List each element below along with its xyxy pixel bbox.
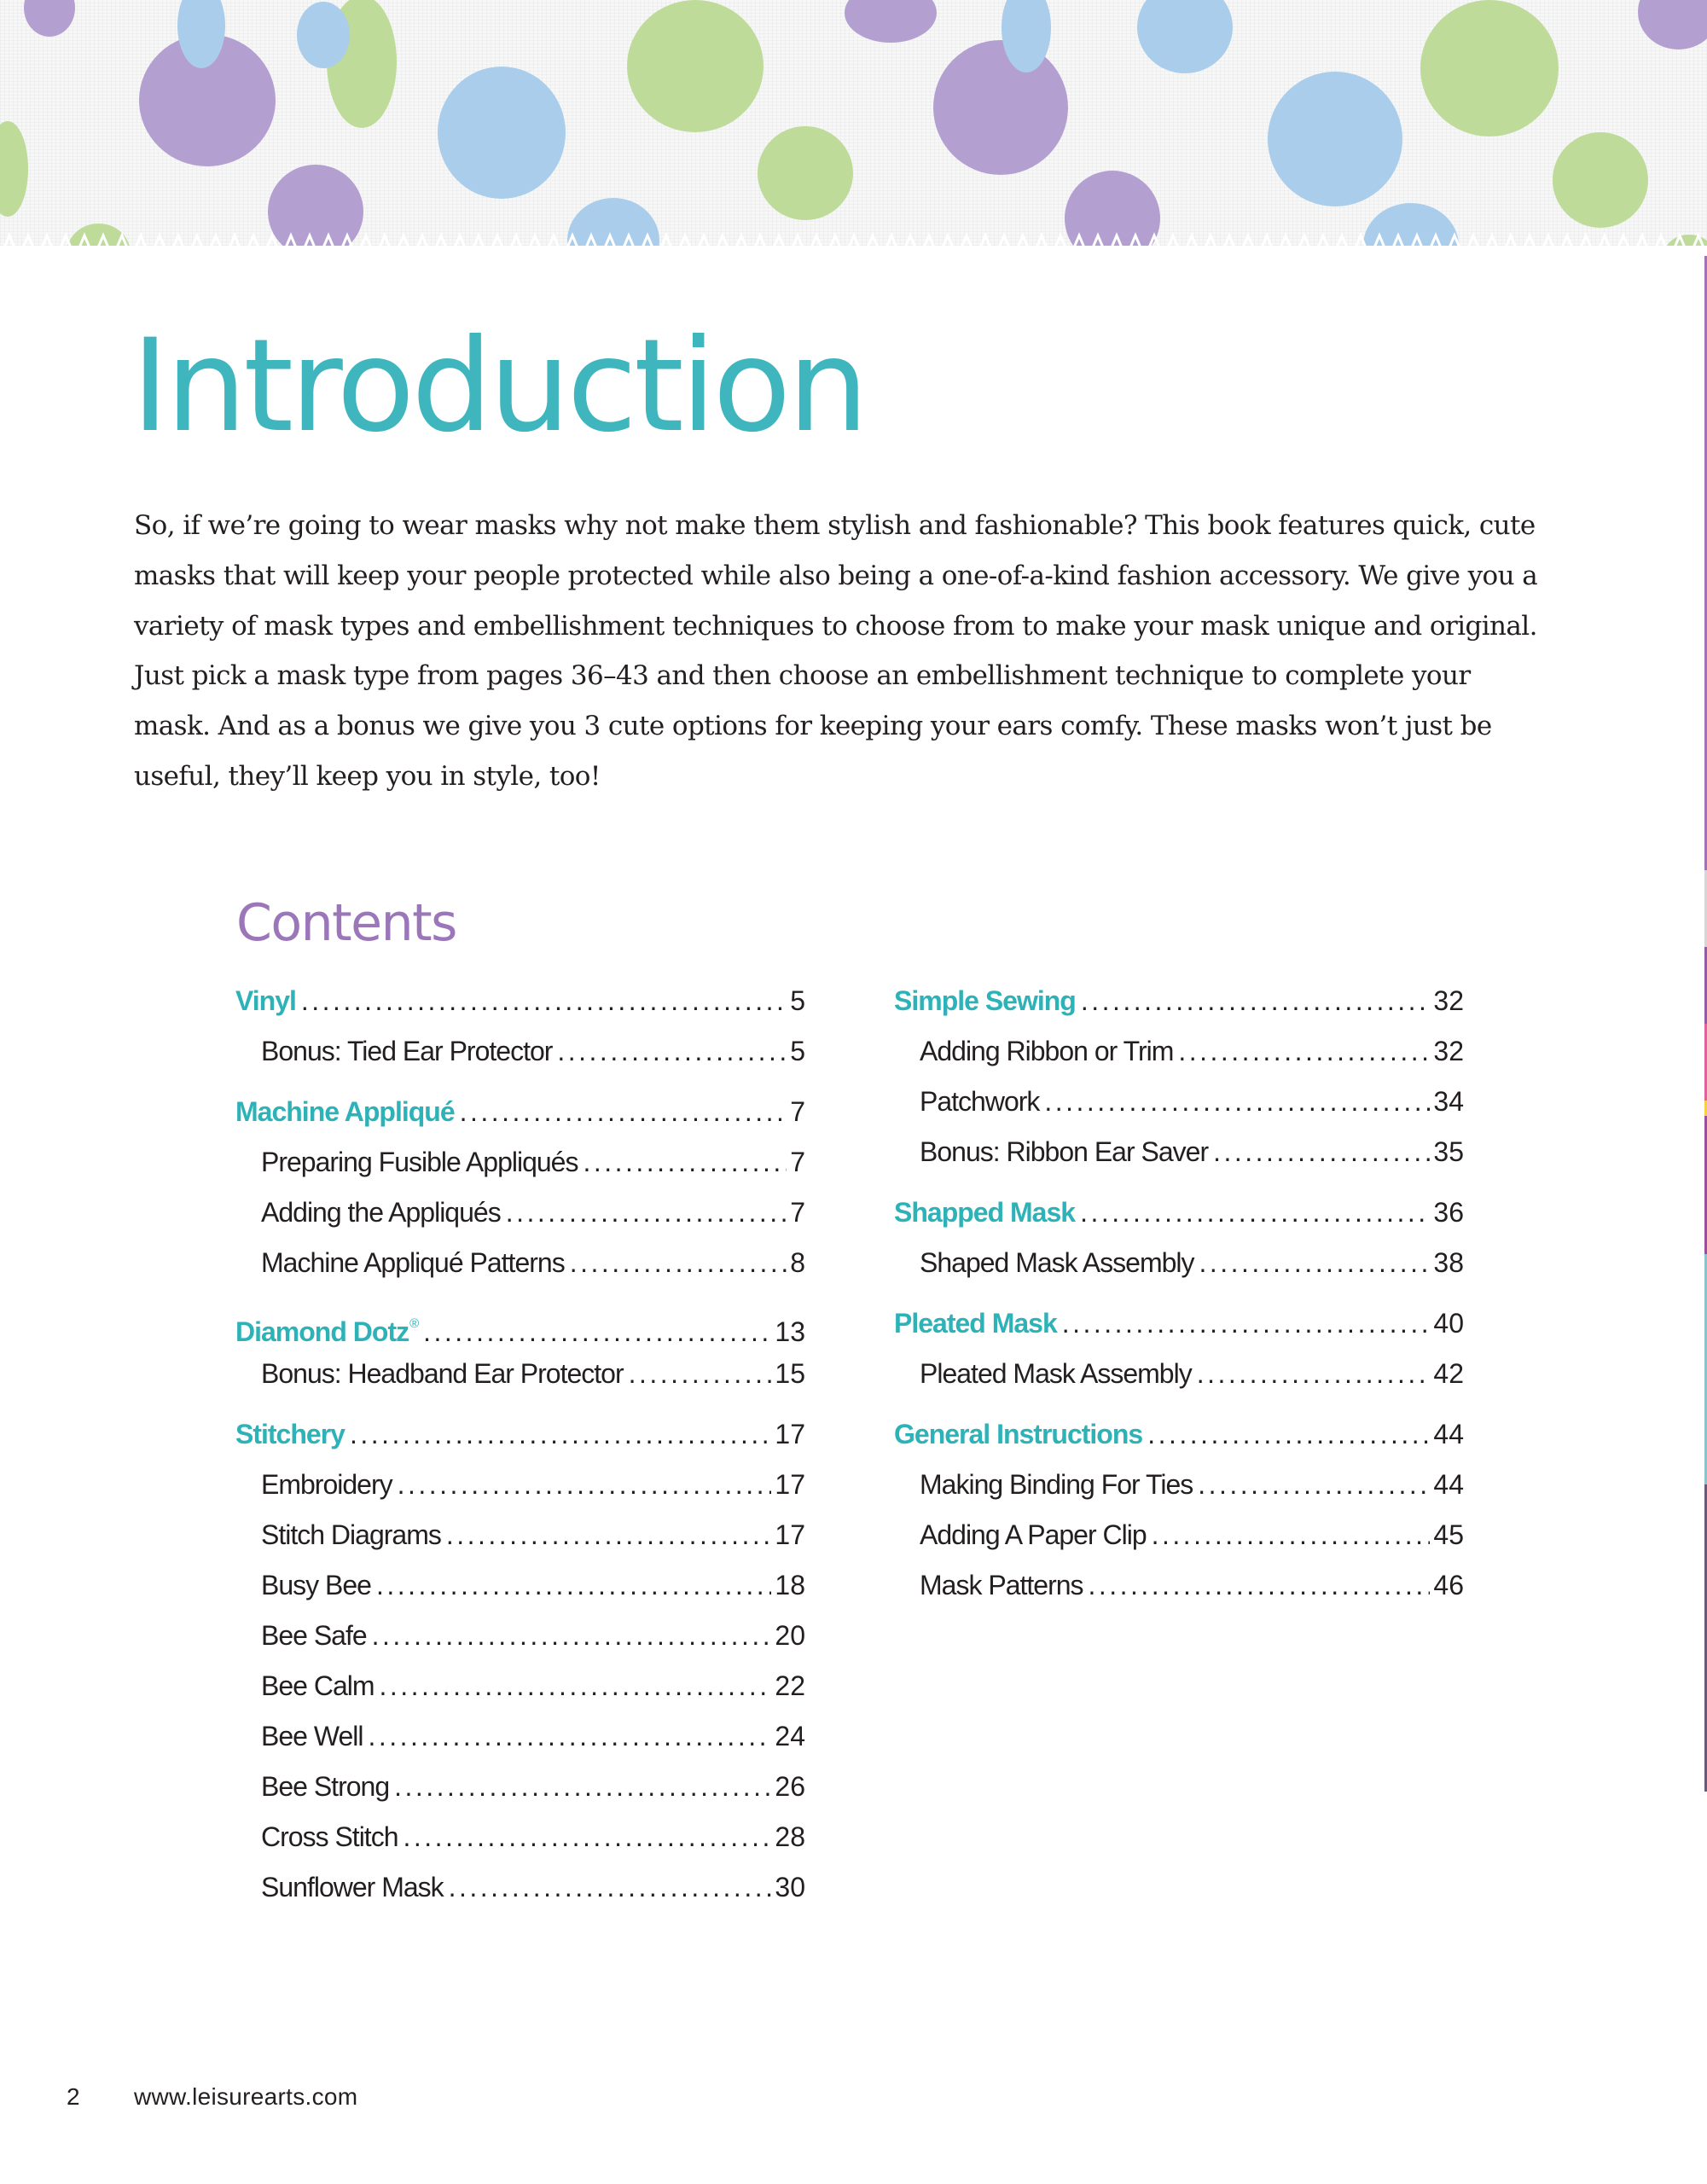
- toc-entry-label: [261, 1862, 444, 1913]
- toc-entry-label: [920, 1460, 1193, 1510]
- dot-leader: [1199, 1238, 1431, 1288]
- toc-heading-entry[interactable]: [235, 1298, 805, 1349]
- toc-entry-label: [920, 1077, 1039, 1127]
- toc-page-number: 44: [1433, 1469, 1464, 1500]
- toc-entry-text: Simple Sewing: [894, 985, 1076, 1016]
- toc-entry[interactable]: [235, 1349, 805, 1399]
- toc-entry-label: [261, 1188, 501, 1238]
- toc-entry-text: Adding Ribbon or Trim: [920, 1036, 1174, 1066]
- toc-entry-label: [261, 1812, 398, 1862]
- page-number: 2: [67, 2083, 80, 2110]
- dot-leader: [403, 1812, 771, 1862]
- polka-dot: [1137, 0, 1233, 73]
- toc-section: [235, 1298, 805, 1399]
- toc-page-number: 32: [1433, 985, 1464, 1016]
- toc-page-number: 28: [775, 1821, 805, 1852]
- toc-page-number: 38: [1433, 1247, 1464, 1278]
- polka-dot: [845, 0, 937, 43]
- dot-leader: [398, 1460, 772, 1510]
- dot-leader: [301, 976, 787, 1026]
- toc-heading-entry[interactable]: [894, 1188, 1464, 1238]
- toc-page-number: 8: [790, 1247, 805, 1278]
- toc-entry[interactable]: [894, 1238, 1464, 1288]
- toc-entry-text: Cross Stitch: [261, 1821, 398, 1852]
- dot-leader: [446, 1510, 772, 1560]
- toc-page-number: 30: [775, 1872, 805, 1902]
- toc-page-number: 44: [1433, 1419, 1464, 1449]
- toc-entry-text: Pleated Mask: [894, 1308, 1057, 1339]
- toc-entry[interactable]: [235, 1460, 805, 1510]
- dot-leader: [1081, 976, 1431, 1026]
- dot-leader: [1178, 1026, 1430, 1077]
- toc-page-number: 32: [1433, 1036, 1464, 1066]
- toc-entry[interactable]: [894, 1460, 1464, 1510]
- toc-entry[interactable]: [235, 1812, 805, 1862]
- toc-entry-text: Sunflower Mask: [261, 1872, 444, 1902]
- toc-entry-text: Mask Patterns: [920, 1570, 1083, 1600]
- toc-page-number: 40: [1433, 1308, 1464, 1339]
- toc-section: [235, 976, 805, 1077]
- toc-heading-entry[interactable]: [235, 976, 805, 1026]
- toc-entry[interactable]: [235, 1137, 805, 1188]
- toc-heading-entry[interactable]: [894, 976, 1464, 1026]
- website-link[interactable]: www.leisurearts.com: [134, 2083, 358, 2110]
- toc-entry[interactable]: [235, 1188, 805, 1238]
- intro-paragraph: So, if we’re going to wear masks why not make them stylish and fashionable? This book features quick, cute masks that will keep your people protected while also being a one-of-a-kind fashion accessory. We give you a variety of mask types and embellishment techniques to choose from to make your mask unique and original. Just pick a mask type from pages 36–43 and then choose an embellishment technique to complete your mask. And as a bonus we give you 3 cute options for keeping your ears comfy. These masks won’t just be useful, they’ll keep you in style, too!: [134, 510, 1538, 792]
- dot-leader: [583, 1137, 787, 1188]
- toc-entry-label: [235, 1087, 455, 1137]
- toc-entry-label: [894, 1188, 1075, 1238]
- toc-page-number: 36: [1433, 1197, 1464, 1228]
- toc-entry-label: [920, 1238, 1194, 1288]
- dot-leader: [629, 1349, 772, 1399]
- toc-entry-text: Adding A Paper Clip: [920, 1519, 1147, 1550]
- toc-entry-label: [894, 1298, 1057, 1349]
- toc-entry-text: Preparing Fusible Appliqués: [261, 1147, 578, 1177]
- toc-page-number: 26: [775, 1771, 805, 1802]
- toc-entry[interactable]: [235, 1026, 805, 1077]
- dot-leader: [372, 1611, 772, 1661]
- toc-entry[interactable]: [894, 1510, 1464, 1560]
- toc-page-number: 17: [775, 1519, 805, 1550]
- toc-page-number: 5: [790, 1036, 805, 1066]
- toc-entry-text: Shaped Mask Assembly: [920, 1247, 1194, 1278]
- zigzag-stitch-border: [0, 229, 1707, 256]
- toc-section: [894, 1188, 1464, 1288]
- dot-leader: [557, 1026, 787, 1077]
- toc-entry-label: [261, 1611, 367, 1661]
- toc-entry[interactable]: [235, 1560, 805, 1611]
- toc-page-number: 7: [790, 1197, 805, 1228]
- toc-page-number: 5: [790, 985, 805, 1016]
- toc-entry-label: [235, 976, 296, 1026]
- toc-entry-label: [920, 1349, 1192, 1399]
- polka-dot: [627, 0, 764, 132]
- dot-leader: [506, 1188, 787, 1238]
- toc-column-left: [235, 976, 805, 1923]
- toc-entry-text: Embroidery: [261, 1469, 392, 1500]
- toc-entry-text: Bonus: Tied Ear Protector: [261, 1036, 553, 1066]
- toc-entry-label: [235, 1409, 345, 1460]
- toc-entry-label: [261, 1349, 624, 1399]
- toc-entry-label: [235, 1298, 418, 1349]
- toc-entry[interactable]: [894, 1127, 1464, 1177]
- dot-leader: [1197, 1349, 1431, 1399]
- polka-dot: [438, 67, 566, 199]
- toc-page-number: 34: [1433, 1086, 1464, 1117]
- toc-entry[interactable]: [235, 1661, 805, 1711]
- toc-entry-text: Machine Appliqué: [235, 1096, 455, 1127]
- toc-entry-text: Machine Appliqué Patterns: [261, 1247, 565, 1278]
- toc-section: [235, 1409, 805, 1913]
- toc-entry-text: Patchwork: [920, 1086, 1040, 1117]
- toc-entry-label: [261, 1460, 392, 1510]
- polka-dot: [0, 121, 28, 217]
- toc-heading-entry[interactable]: [235, 1087, 805, 1137]
- polka-dot: [1268, 72, 1402, 206]
- polka-dot: [933, 40, 1068, 175]
- toc-page-number: 45: [1433, 1519, 1464, 1550]
- dot-leader: [1152, 1510, 1431, 1560]
- toc-entry-label: [261, 1762, 389, 1812]
- dot-leader: [423, 1307, 771, 1349]
- toc-heading-entry[interactable]: [894, 1409, 1464, 1460]
- toc-entry[interactable]: [235, 1711, 805, 1762]
- toc-entry-label: [261, 1661, 374, 1711]
- polka-dot: [758, 126, 853, 220]
- dot-leader: [1147, 1409, 1430, 1460]
- dot-leader: [368, 1711, 771, 1762]
- dot-leader: [394, 1762, 771, 1812]
- toc-page-number: 24: [775, 1721, 805, 1751]
- toc-entry-text: Pleated Mask Assembly: [920, 1358, 1192, 1389]
- toc-page-number: 17: [775, 1469, 805, 1500]
- toc-entry-label: [261, 1026, 552, 1077]
- toc-page-number: 7: [790, 1147, 805, 1177]
- toc-entry-text: Bee Well: [261, 1721, 363, 1751]
- dot-leader: [376, 1560, 771, 1611]
- toc-page-number: 13: [775, 1316, 805, 1347]
- dot-leader: [1062, 1298, 1431, 1349]
- registered-mark: ®: [409, 1316, 419, 1331]
- toc-entry[interactable]: [235, 1238, 805, 1288]
- toc-entry-label: [920, 1026, 1173, 1077]
- toc-entry-label: [894, 976, 1076, 1026]
- toc-entry-label: [920, 1560, 1083, 1611]
- toc-section: [235, 1087, 805, 1288]
- toc-entry-label: [261, 1560, 371, 1611]
- toc-page-number: 17: [775, 1419, 805, 1449]
- toc-entry-text: Bee Strong: [261, 1771, 390, 1802]
- toc-entry-text: Stitch Diagrams: [261, 1519, 441, 1550]
- toc-entry[interactable]: [894, 1077, 1464, 1127]
- toc-entry-label: [920, 1510, 1147, 1560]
- toc-entry-label: [261, 1238, 565, 1288]
- dot-leader: [1213, 1127, 1430, 1177]
- toc-entry[interactable]: [235, 1510, 805, 1560]
- toc-entry[interactable]: [235, 1762, 805, 1812]
- dot-leader: [449, 1862, 772, 1913]
- toc-entry-text: Bonus: Ribbon Ear Saver: [920, 1136, 1209, 1167]
- polka-dot: [1553, 132, 1648, 228]
- dot-leader: [460, 1087, 787, 1137]
- toc-entry-label: [920, 1127, 1208, 1177]
- toc-page-number: 15: [775, 1358, 805, 1389]
- header-banner: [0, 0, 1707, 256]
- dot-leader: [1080, 1188, 1430, 1238]
- toc-column-right: [894, 976, 1464, 1621]
- dot-leader: [1198, 1460, 1430, 1510]
- toc-section: [894, 1409, 1464, 1611]
- toc-heading-entry[interactable]: [235, 1409, 805, 1460]
- toc-page-number: 18: [775, 1570, 805, 1600]
- toc-entry[interactable]: [235, 1611, 805, 1661]
- toc-entry-text: Bee Calm: [261, 1670, 374, 1701]
- toc-entry-text: Busy Bee: [261, 1570, 371, 1600]
- polka-dot: [1420, 0, 1559, 136]
- polka-dot: [24, 0, 75, 37]
- toc-entry[interactable]: [894, 1349, 1464, 1399]
- toc-page-number: 42: [1433, 1358, 1464, 1389]
- dot-leader: [380, 1661, 772, 1711]
- toc-entry-text: Vinyl: [235, 985, 296, 1016]
- toc-entry-label: [261, 1137, 578, 1188]
- toc-page-number: 7: [790, 1096, 805, 1127]
- toc-entry[interactable]: [235, 1862, 805, 1913]
- toc-entry-text: Shapped Mask: [894, 1197, 1076, 1228]
- toc-section: [894, 1298, 1464, 1399]
- dot-leader: [350, 1409, 771, 1460]
- toc-page-number: 22: [775, 1670, 805, 1701]
- page-title: Introduction: [131, 312, 866, 461]
- toc-section: [894, 976, 1464, 1177]
- dot-leader: [570, 1238, 787, 1288]
- toc-entry-text: Bonus: Headband Ear Protector: [261, 1358, 624, 1389]
- toc-entry[interactable]: [894, 1026, 1464, 1077]
- toc-page-number: 35: [1433, 1136, 1464, 1167]
- polka-dot: [297, 2, 350, 68]
- toc-page-number: 20: [775, 1620, 805, 1651]
- toc-entry-label: [894, 1409, 1142, 1460]
- toc-page-number: 46: [1433, 1570, 1464, 1600]
- toc-heading-entry[interactable]: [894, 1298, 1464, 1349]
- polka-dot: [1638, 0, 1707, 49]
- contents-title: Contents: [236, 893, 456, 953]
- toc-entry[interactable]: [894, 1560, 1464, 1611]
- toc-entry-text: Stitchery: [235, 1419, 345, 1449]
- dot-leader: [1089, 1560, 1431, 1611]
- toc-entry-text: Bee Safe: [261, 1620, 367, 1651]
- dot-leader: [1044, 1077, 1430, 1127]
- toc-entry-text: Diamond Dotz: [235, 1316, 409, 1347]
- toc-entry-label: [261, 1510, 441, 1560]
- toc-entry-text: General Instructions: [894, 1419, 1143, 1449]
- toc-entry-text: Making Binding For Ties: [920, 1469, 1193, 1500]
- toc-entry-label: [261, 1711, 363, 1762]
- toc-entry-text: Adding the Appliqués: [261, 1197, 501, 1228]
